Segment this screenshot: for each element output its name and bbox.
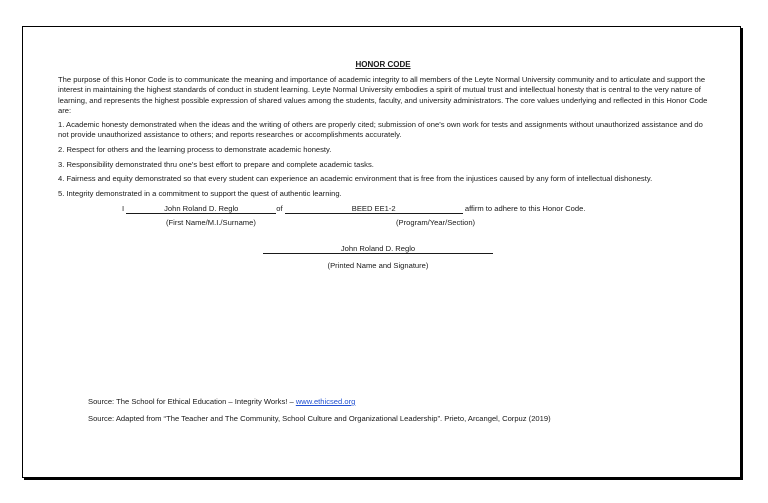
core-value-4: 4. Fairness and equity demonstrated so that every student can experience an academic environment that is free from the injustices caused by any form of intellectual dishonesty. bbox=[58, 174, 653, 184]
source-1-text: Source: The School for Ethical Education – Integrity Works! – bbox=[88, 397, 296, 406]
affirmation-line bbox=[122, 204, 585, 214]
affirmation-prefix: I bbox=[122, 203, 125, 213]
student-name-field: John Roland D. Reglo bbox=[126, 204, 276, 214]
affirmation-of: of bbox=[276, 203, 283, 213]
document-title: HONOR CODE bbox=[355, 60, 411, 69]
signature-name-field: John Roland D. Reglo bbox=[263, 244, 493, 254]
core-value-1: 1. Academic honesty demonstrated when the ideas and the writing of others are properly cited; submission of one’s own work for tests and assignments without unauthorized assistance and do not provide unauthorized assistance to others; and reports researches or accomplishments accurately. bbox=[58, 120, 703, 140]
honor-code-document bbox=[58, 60, 708, 270]
affirmation-suffix: affirm to adhere to this Honor Code. bbox=[464, 203, 586, 213]
affirmation-block bbox=[58, 203, 708, 270]
core-value-2: 2. Respect for others and the learning process to demonstrate academic honesty. bbox=[58, 144, 332, 154]
intro-paragraph: The purpose of this Honor Code is to communicate the meaning and importance of academic integrity to all members of the Leyte Normal University community and to articulate and support the interest in maintaining the highest standards of conduct in student learning. Leyte Normal University embodies a spirit of mutual trust and intellectual honesty that is central to the very nature of learning, and represents the highest possible expression of shared values among the students, faculty, and university administrators. The core values underlying and reflected in this Honor Code are: bbox=[58, 75, 708, 115]
ethicsed-link[interactable]: www.ethicsed.org bbox=[295, 397, 356, 406]
source-1 bbox=[88, 397, 728, 407]
core-value-3: 3. Responsibility demonstrated thru one’s best effort to prepare and complete academic tasks. bbox=[58, 159, 374, 169]
program-caption: (Program/Year/Section) bbox=[396, 217, 476, 227]
sources-block bbox=[88, 397, 728, 431]
program-field: BEED EE1-2 bbox=[285, 204, 463, 214]
signature-caption: (Printed Name and Signature) bbox=[327, 260, 429, 270]
core-value-5: 5. Integrity demonstrated in a commitment to support the quest of authentic learning. bbox=[58, 189, 342, 199]
name-caption: (First Name/M.I./Surname) bbox=[166, 217, 256, 227]
source-2: Source: Adapted from “The Teacher and The Community, School Culture and Organizational Leadership”. Prieto, Arcangel, Corpuz (2019) bbox=[88, 414, 551, 423]
